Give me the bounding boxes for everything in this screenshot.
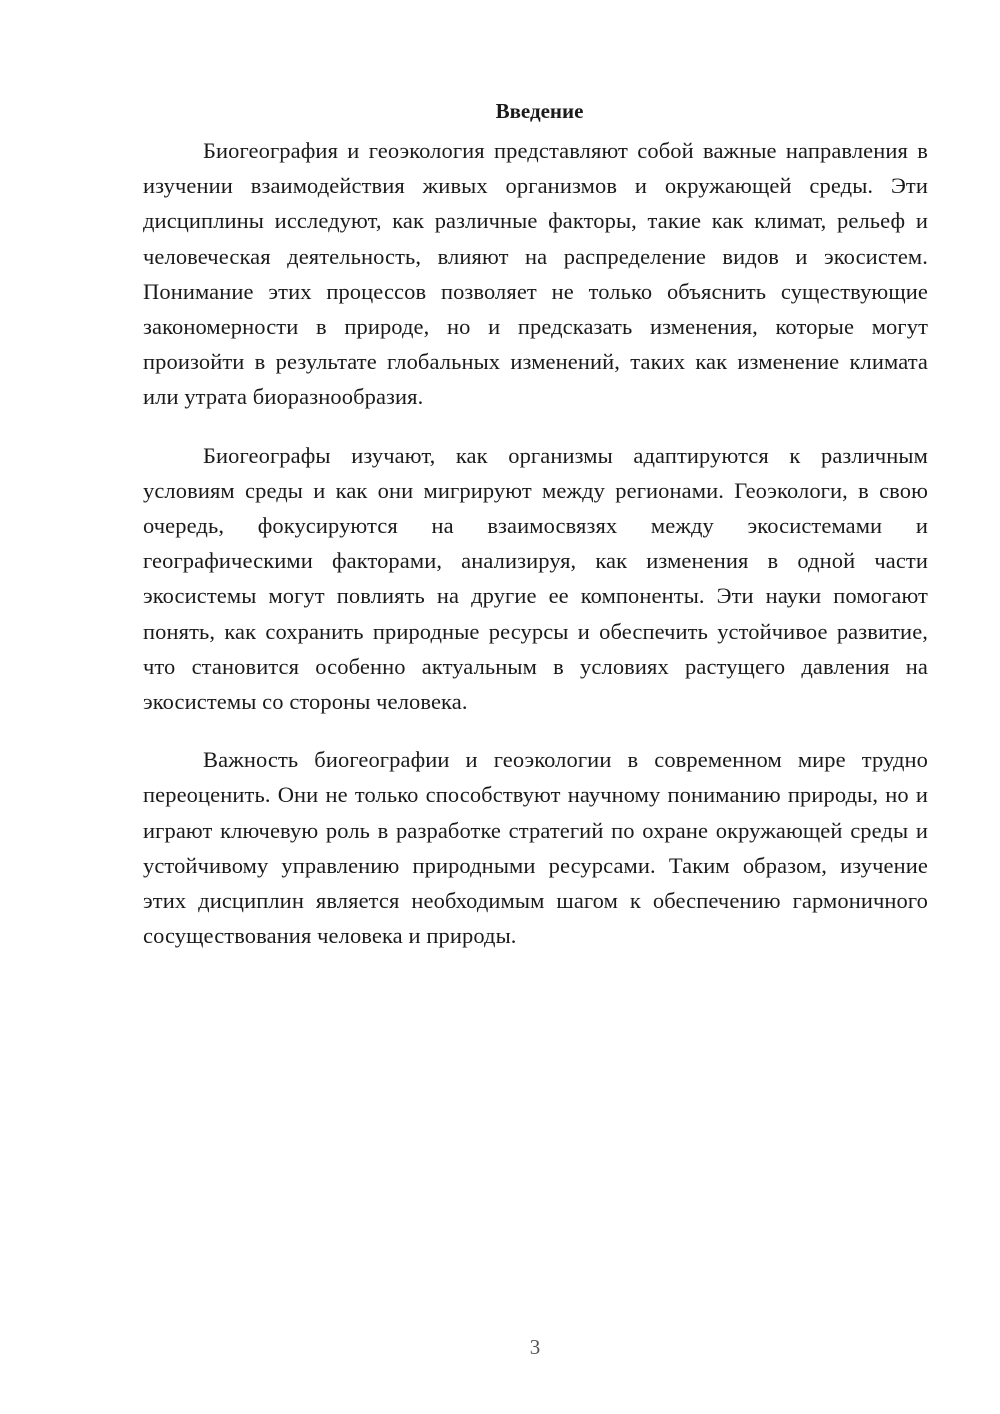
page-number: 3 xyxy=(529,1335,541,1359)
paragraph-2: Биогеографы изучают, как организмы адаптируются к различным условиям среды и как они мигрируют между регионами. Геоэкологи, в свою очередь, фокусируются на взаимосвязях между экосистемами и географическими факторами, анализируя, как изменения в одной части экосистемы могут повлиять на другие ее компоненты. Эти науки помогают понять, как сохранить природные ресурсы и обеспечить устойчивое развитие, что становится особенно актуальным в условиях растущего давления на экосистемы со стороны человека. xyxy=(143,442,928,715)
paragraph-3: Важность биогеографии и геоэкологии в современном мире трудно переоценить. Они не только способствуют научному пониманию природы, но и играют ключевую роль в разработке стратегий по охране окружающей среды и устойчивому управлению природными ресурсами. Таким образом, изучение этих дисциплин является необходимым шагом к обеспечению гармоничного сосуществования человека и природы. xyxy=(143,747,928,949)
page-content xyxy=(143,95,928,976)
section-heading: Введение xyxy=(495,99,584,123)
paragraph-1: Биогеография и геоэкология представляют собой важные направления в изучении взаимодействия живых организмов и окружающей среды. Эти дисциплины исследуют, как различные факторы, такие как климат, рельеф и человеческая деятельность, влияют на распределение видов и экосистем. Понимание этих процессов позволяет не только объяснить существующие закономерности в природе, но и предсказать изменения, которые могут произойти в результате глобальных изменений, таких как изменение климата или утрата биоразнообразия. xyxy=(143,138,928,410)
